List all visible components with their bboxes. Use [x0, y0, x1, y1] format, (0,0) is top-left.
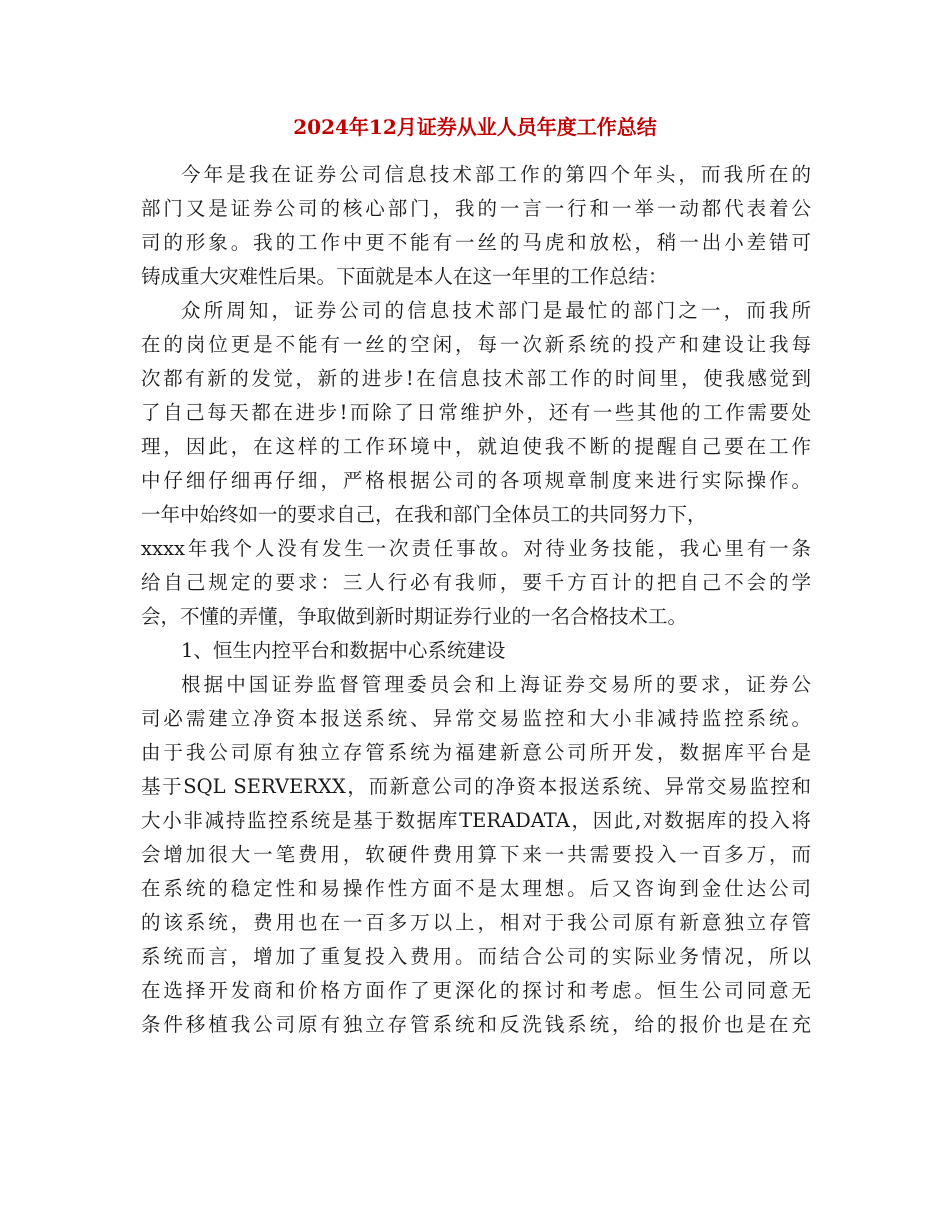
text-line: 中仔细仔细再仔细，严格根据公司的各项规章制度来进行实际操作。 — [141, 469, 811, 492]
text-line: 今年是我在证券公司信息技术部工作的第四个年头，而我所在的 — [181, 163, 811, 186]
text-line: 铸成重大灾难性后果。下面就是本人在这一年里的工作总结： — [141, 265, 668, 288]
document-body — [141, 158, 811, 1042]
text-line: 根据中国证券监督管理委员会和上海证券交易所的要求，证券公 — [181, 673, 811, 696]
text-line: 次都有新的发觉，新的进步!在信息技术部工作的时间里，使我感觉到 — [141, 367, 811, 390]
text-line: 部门又是证券公司的核心部门，我的一言一行和一举一动都代表着公 — [141, 197, 811, 220]
text-line: xxxx年我个人没有发生一次责任事故。对待业务技能，我心里有一条 — [141, 537, 811, 560]
text-line: 众所周知，证券公司的信息技术部门是最忙的部门之一，而我所 — [181, 299, 811, 322]
text-line: 条件移植我公司原有独立存管系统和反洗钱系统，给的报价也是在充 — [141, 1013, 811, 1036]
text-line: 的该系统，费用也在一百多万以上，相对于我公司原有新意独立存管 — [141, 911, 811, 934]
text-line: 大小非减持监控系统是基于数据库TERADATA，因此,对数据库的投入将 — [141, 809, 811, 832]
text-line: 给自己规定的要求：三人行必有我师，要千方百计的把自己不会的学 — [141, 571, 811, 594]
text-line: 基于SQL SERVERXX，而新意公司的净资本报送系统、异常交易监控和 — [141, 775, 811, 798]
text-line: 司必需建立净资本报送系统、异常交易监控和大小非减持监控系统。 — [141, 707, 811, 730]
text-line: 系统而言，增加了重复投入费用。而结合公司的实际业务情况，所以 — [141, 945, 811, 968]
text-line: 一年中始终如一的要求自己，在我和部门全体员工的共同努力下， — [141, 503, 707, 526]
text-line: 会，不懂的弄懂，争取做到新时期证券行业的一名合格技术工。 — [141, 605, 688, 628]
text-line: 了自己每天都在进步!而除了日常维护外，还有一些其他的工作需要处 — [141, 401, 811, 424]
text-line: 在的岗位更是不能有一丝的空闲，每一次新系统的投产和建设让我每 — [141, 333, 811, 356]
text-line: 会增加很大一笔费用，软硬件费用算下来一共需要投入一百多万，而 — [141, 843, 811, 866]
text-line: 由于我公司原有独立存管系统为福建新意公司所开发，数据库平台是 — [141, 741, 811, 764]
document-title: 2024年12月证券从业人员年度工作总结 — [293, 115, 657, 139]
text-line: 司的形象。我的工作中更不能有一丝的马虎和放松，稍一出小差错可 — [141, 231, 811, 254]
text-line: 1、恒生内控平台和数据中心系统建设 — [181, 639, 506, 662]
text-line: 在选择开发商和价格方面作了更深化的探讨和考虑。恒生公司同意无 — [141, 979, 811, 1002]
text-line: 理，因此，在这样的工作环境中，就迫使我不断的提醒自己要在工作 — [141, 435, 811, 458]
text-line: 在系统的稳定性和易操作性方面不是太理想。后又咨询到金仕达公司 — [141, 877, 811, 900]
